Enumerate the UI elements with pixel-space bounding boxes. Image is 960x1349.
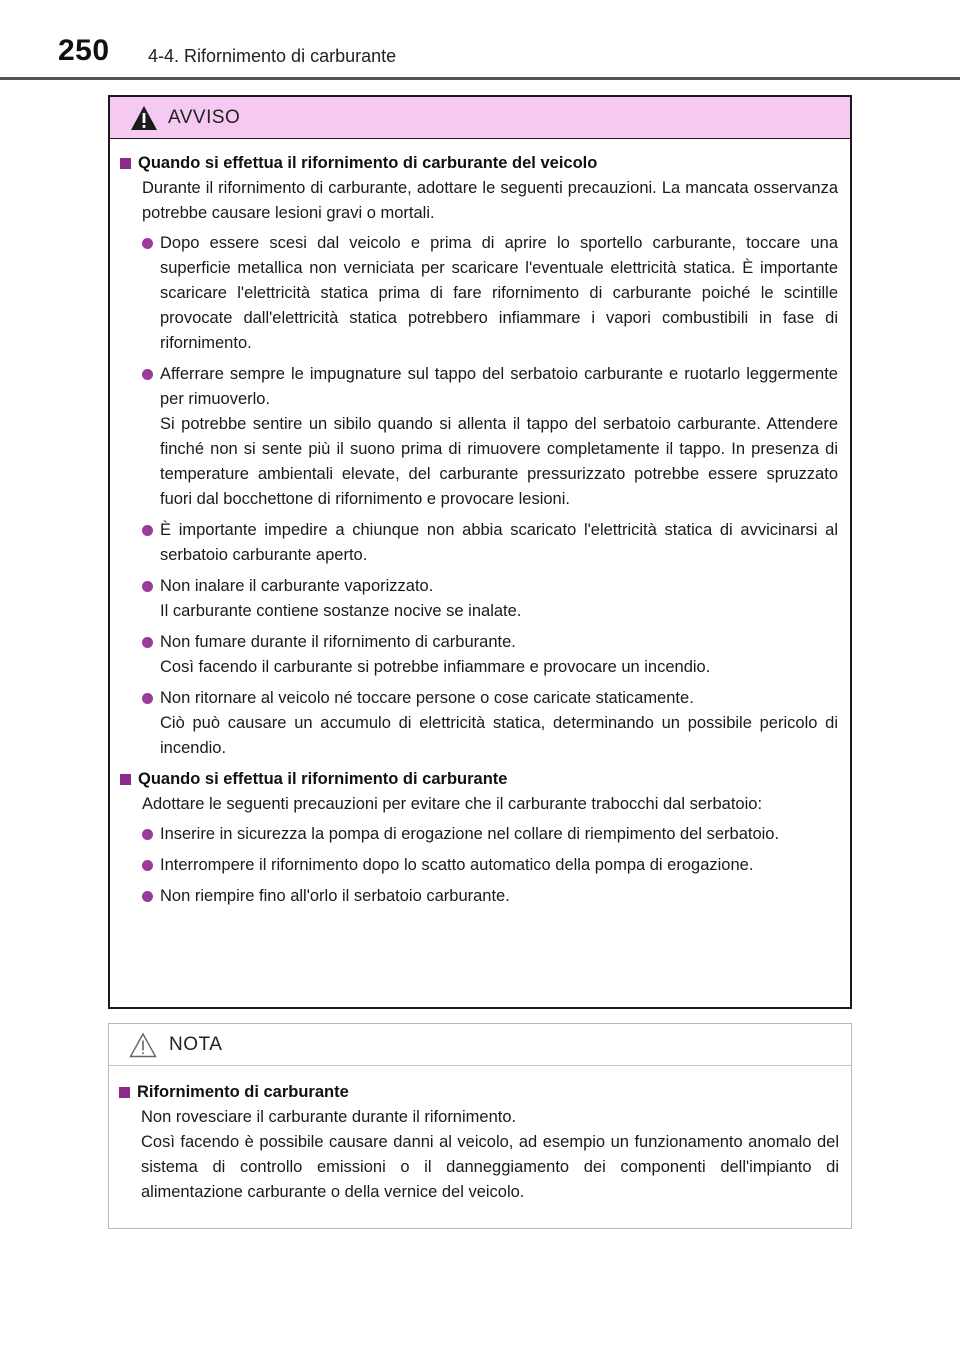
round-bullet-icon [142, 581, 153, 592]
note-heading: Rifornimento di carburante [119, 1080, 839, 1105]
caution-outline-triangle-icon [129, 1032, 157, 1058]
round-bullet-icon [142, 238, 153, 249]
round-bullet-icon [142, 693, 153, 704]
round-bullet-icon [142, 860, 153, 871]
square-bullet-icon [120, 158, 131, 169]
round-bullet-icon [142, 369, 153, 380]
warning-section-intro: Adottare le seguenti precauzioni per evitare che il carburante trabocchi dal serbatoio: [142, 795, 763, 813]
warning-section-heading: Quando si effettua il rifornimento di carburante del veicolo [120, 151, 838, 176]
warning-box [108, 95, 852, 1009]
warning-section-heading: Quando si effettua il rifornimento di carburante [120, 767, 838, 792]
square-bullet-icon [119, 1087, 130, 1098]
page-number: 250 [58, 34, 110, 67]
warning-bullet-list [120, 231, 838, 761]
warning-title: AVVISO [168, 106, 241, 128]
list-item: È importante impedire a chiunque non abbia scaricato l'elettricità statica di avvicinarsi al serbatoio carburante aperto. [142, 518, 838, 568]
note-header [109, 1024, 851, 1066]
header-divider [0, 77, 960, 80]
list-item: Non riempire fino all'orlo il serbatoio carburante. [142, 884, 838, 909]
square-bullet-icon [120, 774, 131, 785]
note-body [109, 1066, 851, 1205]
round-bullet-icon [142, 525, 153, 536]
warning-body [110, 139, 850, 909]
note-box [108, 1023, 852, 1229]
section-title: 4-4. Rifornimento di carburante [148, 46, 397, 66]
list-item: Non fumare durante il rifornimento di carburante. Così facendo il carburante si potrebbe infiammare e provocare un incendio. [142, 630, 838, 680]
list-item: Non inalare il carburante vaporizzato. Il carburante contiene sostanze nocive se inalate. [142, 574, 838, 624]
warning-header [110, 97, 850, 139]
note-line: Non rovesciare il carburante durante il rifornimento. [141, 1108, 517, 1126]
list-item: Interrompere il rifornimento dopo lo scatto automatico della pompa di erogazione. [142, 853, 838, 878]
round-bullet-icon [142, 891, 153, 902]
warning-bullet-list [120, 822, 838, 909]
warning-triangle-icon [130, 105, 158, 131]
round-bullet-icon [142, 637, 153, 648]
round-bullet-icon [142, 829, 153, 840]
list-item: Dopo essere scesi dal veicolo e prima di aprire lo sportello carburante, toccare una superficie metallica non verniciata per scaricare l'eventuale elettricità statica. È importante scaricare l'elettricità statica prima di fare rifornimento di carburante poiché le scintille provocate dall'elettricità statica potrebbero infiammare i vapori combustibili in fase di rifornimento. [142, 231, 838, 356]
page-header [0, 0, 960, 80]
list-item: Afferrare sempre le impugnature sul tappo del serbatoio carburante e ruotarlo leggermente per rimuoverlo. Si potrebbe sentire un sibilo quando si allenta il tappo del serbatoio carburante. Attendere finché non si sente più il suono prima di rimuovere completamente il tappo. In presenza di temperature ambientali elevate, del carburante pressurizzato potrebbe essere spruzzato fuori dal bocchettone di rifornimento e provocare lesioni. [142, 362, 838, 512]
warning-section-intro: Durante il rifornimento di carburante, adottare le seguenti precauzioni. La mancata osservanza potrebbe causare lesioni gravi o mortali. [142, 179, 838, 222]
list-item: Inserire in sicurezza la pompa di erogazione nel collare di riempimento del serbatoio. [142, 822, 838, 847]
list-item: Non ritornare al veicolo né toccare persone o cose caricate staticamente. Ciò può causare un accumulo di elettricità statica, determinando un possibile pericolo di incendio. [142, 686, 838, 761]
note-title: NOTA [169, 1033, 223, 1055]
note-line: Così facendo è possibile causare danni al veicolo, ad esempio un funzionamento anomalo del sistema di controllo emissioni o il danneggiamento dei componenti dell'impianto di alimentazione carburante o della vernice del veicolo. [141, 1133, 839, 1201]
